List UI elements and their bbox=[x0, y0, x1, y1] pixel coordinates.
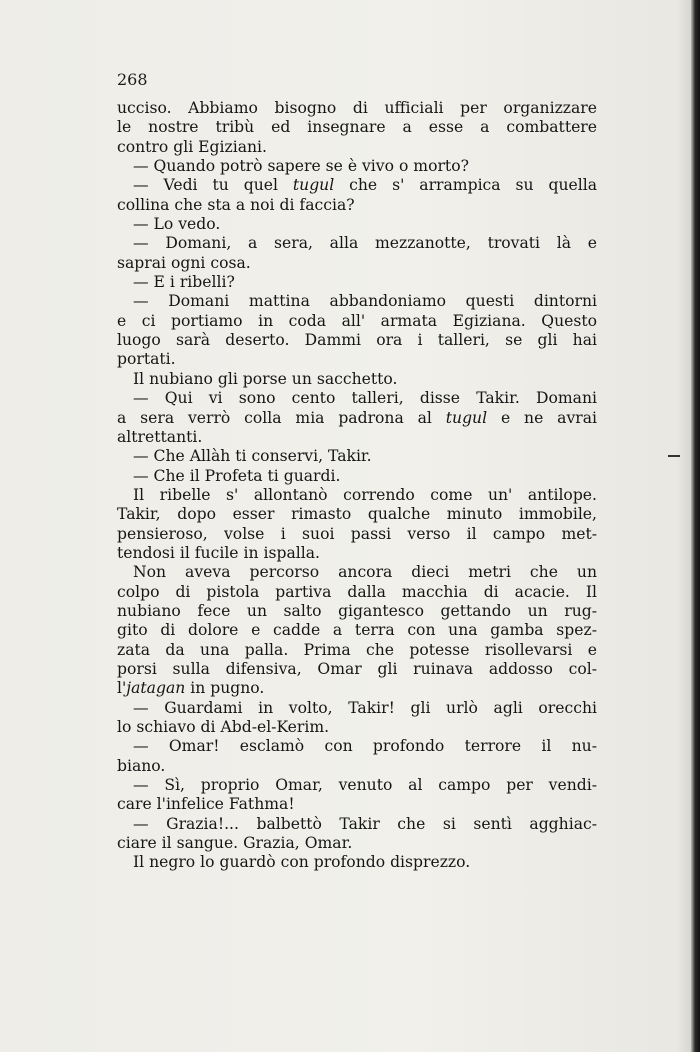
text-line: l'jatagan in pugno. bbox=[117, 679, 265, 698]
text-line: portati. bbox=[117, 350, 176, 369]
text-line: — Qui vi sono cento talleri, disse Takir. Domani bbox=[133, 389, 597, 408]
text-line: colpo di pistola partiva dalla macchia di acacie. Il bbox=[117, 582, 597, 601]
text-line: pensieroso, volse i suoi passi verso il campo met- bbox=[117, 524, 597, 543]
text-line: Il ribelle s' allontanò correndo come un' antilope. bbox=[133, 485, 597, 504]
text-line: Il negro lo guardò con profondo disprezzo. bbox=[133, 853, 471, 872]
text-line: — Che Allàh ti conservi, Takir. bbox=[133, 447, 372, 466]
page-edge-shadow bbox=[677, 0, 691, 1052]
text-line: luogo sarà deserto. Dammi ora i talleri, se gli hai bbox=[117, 331, 597, 350]
text-line: tendosi il fucile in ispalla. bbox=[117, 543, 320, 562]
text-line: — Domani, a sera, alla mezzanotte, trovati là e bbox=[133, 234, 597, 253]
text-line: Takir, dopo esser rimasto qualche minuto immobile, bbox=[117, 505, 597, 524]
text-line: le nostre tribù ed insegnare a esse a combattere bbox=[117, 118, 597, 137]
text-line: gito di dolore e cadde a terra con una gamba spez- bbox=[117, 621, 597, 640]
text-line: saprai ogni cosa. bbox=[117, 253, 251, 272]
page-number: 268 bbox=[117, 70, 148, 89]
text-line: — Guardami in volto, Takir! gli urlò agli orecchi bbox=[133, 698, 597, 717]
page-text bbox=[117, 99, 597, 873]
text-line: care l'infelice Fathma! bbox=[117, 795, 295, 814]
text-line: collina che sta a noi di faccia? bbox=[117, 195, 355, 214]
text-line: — E i ribelli? bbox=[133, 273, 235, 292]
text-line: altrettanti. bbox=[117, 427, 203, 446]
text-line: nubiano fece un salto gigantesco gettando un rug- bbox=[117, 601, 597, 620]
text-line: porsi sulla difensiva, Omar gli ruinava addosso col- bbox=[117, 659, 597, 678]
text-line: biano. bbox=[117, 756, 166, 775]
text-line: — Che il Profeta ti guardi. bbox=[133, 466, 341, 485]
text-line: a sera verrò colla mia padrona al tugul e ne avrai bbox=[117, 408, 597, 427]
text-line: — Omar! esclamò con profondo terrore il nu- bbox=[133, 737, 597, 756]
text-line: — Grazia!... balbettò Takir che si sentì agghiac- bbox=[133, 814, 597, 833]
text-line: — Vedi tu quel tugul che s' arrampica su quella bbox=[133, 176, 598, 195]
text-line: e ci portiamo in coda all' armata Egiziana. Questo bbox=[117, 311, 597, 330]
text-line: Il nubiano gli porse un sacchetto. bbox=[133, 369, 398, 388]
text-line: contro gli Egiziani. bbox=[117, 137, 267, 156]
text-line: — Quando potrò sapere se è vivo o morto? bbox=[133, 157, 469, 176]
text-line: ucciso. Abbiamo bisogno di ufficiali per organizzare bbox=[117, 99, 597, 117]
text-line: lo schiavo di Abd-el-Kerim. bbox=[117, 718, 330, 736]
text-line: — Domani mattina abbandoniamo questi dintorni bbox=[133, 292, 597, 311]
text-line: — Lo vedo. bbox=[133, 215, 221, 234]
text-line: — Sì, proprio Omar, venuto al campo per vendi- bbox=[133, 776, 597, 795]
text-line: zata da una palla. Prima che potesse risollevarsi e bbox=[117, 640, 597, 659]
page-edge bbox=[691, 0, 700, 1052]
text-line: Non aveva percorso ancora dieci metri che un bbox=[133, 563, 597, 582]
text-line: ciare il sangue. Grazia, Omar. bbox=[117, 834, 353, 853]
